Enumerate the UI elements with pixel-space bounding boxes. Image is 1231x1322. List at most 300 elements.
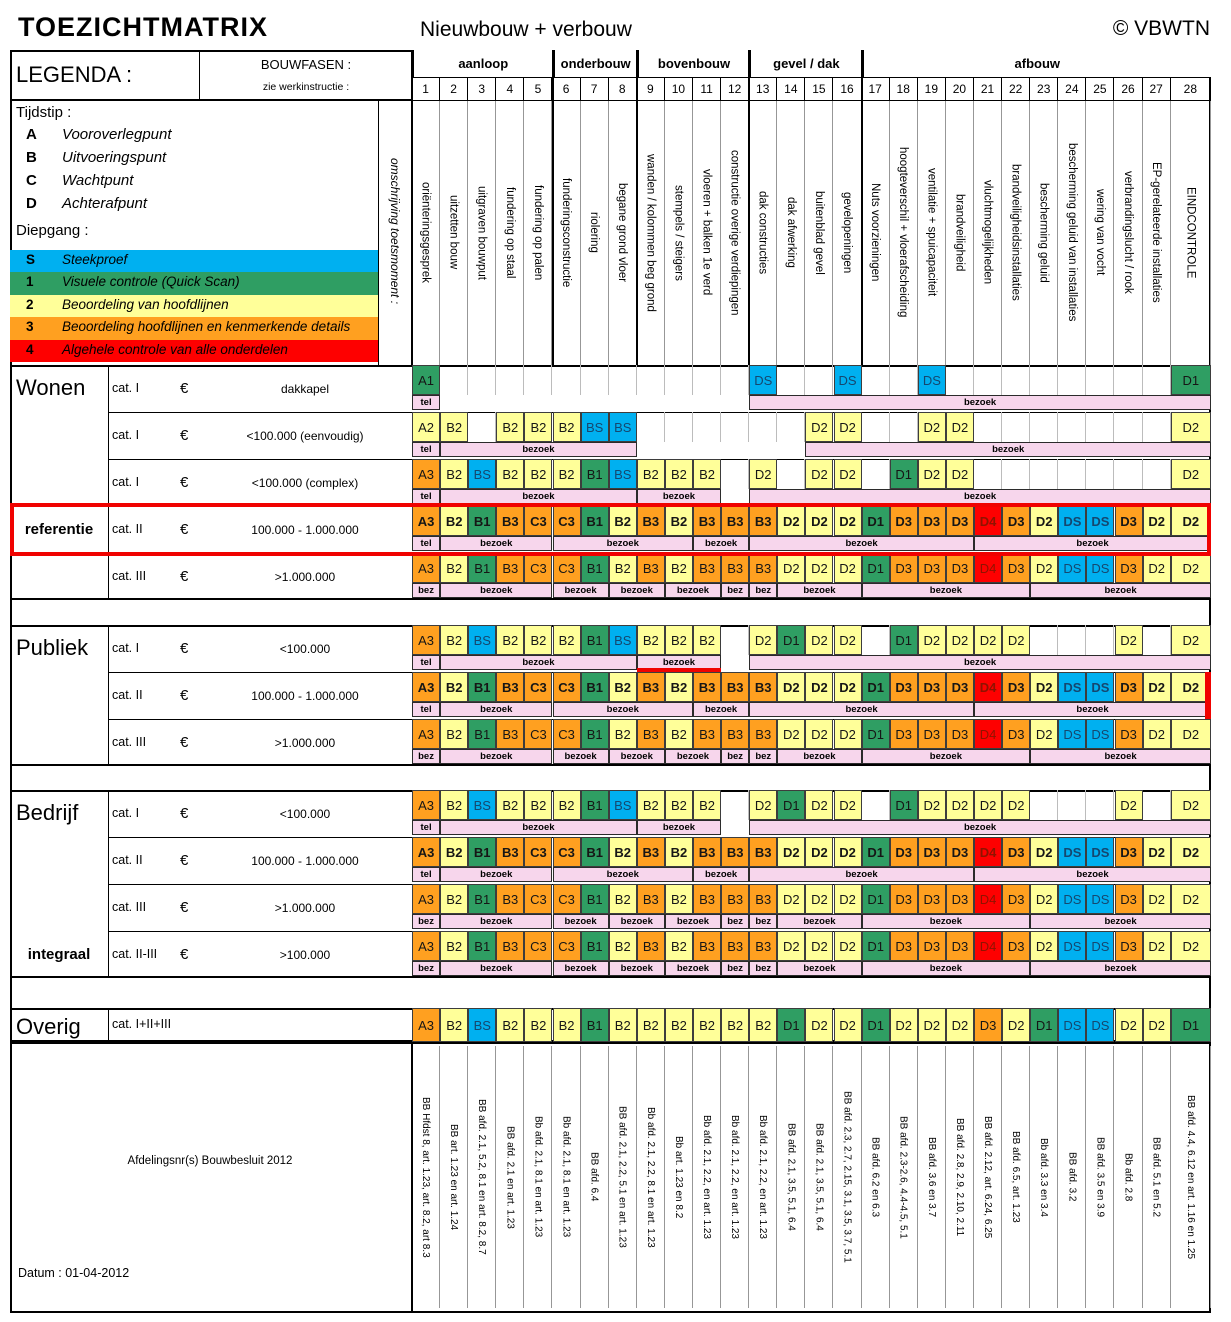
matrix-cell-empty (665, 365, 693, 395)
matrix-cell-empty (637, 365, 665, 395)
matrix-cell-D3: D3 (1115, 884, 1143, 914)
matrix-cell-B2: B2 (553, 790, 581, 820)
matrix-cell-D3: D3 (890, 553, 918, 583)
matrix-cell-empty (721, 459, 749, 489)
matrix-cell-empty (721, 412, 749, 442)
bouwbesluit-ref: Bb afd. 2.8 (1115, 1046, 1143, 1308)
matrix-cell-A2: A2 (412, 412, 440, 442)
bezoek-bar: bezoek (553, 749, 609, 764)
phase-number: 23 (1030, 77, 1058, 100)
matrix-cell-D2: D2 (974, 790, 1002, 820)
matrix-cell-D1: D1 (890, 790, 918, 820)
phase-number: 3 (468, 77, 496, 100)
diepgang-title: Diepgang : (16, 222, 89, 239)
matrix-cell-B1: B1 (581, 837, 609, 867)
matrix-cell-B2: B2 (665, 719, 693, 749)
matrix-cell-D2: D2 (1143, 672, 1171, 702)
phase-name: EINDCONTROLE (1171, 100, 1211, 365)
bouwbesluit-ref: BB afd. 2.1, 3.5, 5.1, 6.4 (805, 1046, 833, 1308)
matrix-cell-B2: B2 (440, 719, 468, 749)
matrix-cell-empty (1143, 412, 1171, 442)
matrix-cell-C3: C3 (524, 506, 552, 536)
matrix-cell-D2: D2 (805, 412, 833, 442)
phase-number: 2 (440, 77, 468, 100)
matrix-cell-BS: BS (609, 790, 637, 820)
row-category: cat. I (112, 640, 140, 655)
row-category: cat. II (112, 852, 143, 867)
phase-number: 11 (693, 77, 721, 100)
matrix-cell-empty (553, 365, 581, 395)
bouwbesluit-ref: BB afd. 4.4, 6.12 en art. 1.16 en 1.25 (1171, 1046, 1211, 1308)
bouwbesluit-ref: BB afd. 2.8, 2.9, 2.10, 2.11 (946, 1046, 974, 1308)
matrix-cell-DS: DS (834, 365, 862, 395)
bouwbesluit-ref: Bb afd. 2.1, 8.1 en art. 1.23 (553, 1046, 581, 1308)
diepgang-code: S (26, 252, 36, 267)
tijdstip-label: Uitvoeringspunt (62, 149, 167, 166)
bezoek-bar: bez (412, 961, 440, 976)
row-amount: <100.000 (279, 641, 331, 656)
bezoek-bar: bezoek (440, 961, 552, 976)
matrix-cell-empty (1143, 459, 1171, 489)
matrix-cell-empty (1002, 459, 1030, 489)
matrix-cell-D2: D2 (805, 672, 833, 702)
phase-name: verbrandingslucht / rook (1115, 100, 1143, 365)
bezoek-bar: bezoek (665, 914, 721, 929)
matrix-cell-D3: D3 (1002, 931, 1030, 961)
bezoek-bar: bezoek (1030, 583, 1211, 598)
bouwbesluit-ref: Bb afd. 3.3 en 3.4 (1030, 1046, 1058, 1308)
matrix-cell-B2: B2 (665, 553, 693, 583)
matrix-cell-B3: B3 (637, 719, 665, 749)
matrix-cell-D2: D2 (1171, 790, 1211, 820)
phase-number: 10 (665, 77, 693, 100)
matrix-cell-D3: D3 (890, 506, 918, 536)
row-euro-sign: € (180, 379, 189, 397)
matrix-cell-B1: B1 (581, 719, 609, 749)
matrix-cell-B2: B2 (693, 790, 721, 820)
matrix-cell-C3: C3 (553, 931, 581, 961)
matrix-cell-B2: B2 (440, 1008, 468, 1042)
matrix-cell-empty (496, 365, 524, 395)
matrix-cell-B2: B2 (440, 884, 468, 914)
phase-number: 26 (1115, 77, 1143, 100)
matrix-cell-C3: C3 (524, 884, 552, 914)
matrix-cell-A3: A3 (412, 790, 440, 820)
diepgang-code: 3 (26, 319, 34, 335)
matrix-cell-D3: D3 (1115, 837, 1143, 867)
bouwbesluit-ref: BB afd. 2.1 en art. 1.23 (496, 1046, 524, 1308)
row-category: cat. III (112, 734, 147, 749)
phase-name: stempels / steigers (665, 100, 693, 365)
row-amount: 100.000 - 1.000.000 (251, 522, 359, 537)
matrix-cell-D2: D2 (834, 506, 862, 536)
phase-name: bescherming geluid van installaties (1058, 100, 1086, 365)
matrix-cell-D2: D2 (890, 1008, 918, 1042)
datum-label: Datum : 01-04-2012 (18, 1266, 130, 1280)
matrix-cell-B2: B2 (524, 1008, 552, 1042)
matrix-cell-empty (1058, 625, 1086, 655)
phase-name: EP-gerelateerde installaties (1143, 100, 1171, 365)
matrix-cell-D2: D2 (834, 553, 862, 583)
bezoek-bar: bezoek (553, 961, 609, 976)
tijdstip-title: Tijdstip : (16, 104, 72, 121)
matrix-cell-D1: D1 (862, 931, 890, 961)
matrix-cell-B1: B1 (468, 931, 496, 961)
matrix-cell-B1: B1 (468, 672, 496, 702)
legend-title: LEGENDA : (16, 62, 133, 87)
matrix-cell-B3: B3 (496, 719, 524, 749)
matrix-cell-D2: D2 (1030, 506, 1058, 536)
matrix-cell-B2: B2 (440, 506, 468, 536)
matrix-cell-B2: B2 (609, 719, 637, 749)
matrix-cell-empty (1115, 459, 1143, 489)
matrix-cell-DS: DS (1086, 672, 1114, 702)
matrix-cell-C3: C3 (553, 506, 581, 536)
phase-number: 17 (862, 77, 890, 100)
header-divider (412, 77, 1211, 78)
matrix-cell-DS: DS (749, 365, 777, 395)
bezoek-bar: tel (412, 820, 440, 835)
bezoek-bar: bezoek (805, 442, 1211, 457)
matrix-cell-B2: B2 (609, 931, 637, 961)
bezoek-bar: tel (412, 442, 440, 457)
matrix-cell-B2: B2 (496, 459, 524, 489)
row-amount: >1.000.000 (274, 900, 336, 915)
phase-number: 1 (412, 77, 440, 100)
matrix-cell-B2: B2 (496, 625, 524, 655)
matrix-cell-B3: B3 (749, 506, 777, 536)
group-divider (552, 50, 554, 365)
matrix-cell-empty (721, 625, 749, 655)
matrix-cell-D2: D2 (834, 719, 862, 749)
row-amount: >100.000 (279, 947, 331, 962)
matrix-cell-D2: D2 (805, 719, 833, 749)
matrix-cell-D3: D3 (918, 837, 946, 867)
matrix-cell-D2: D2 (834, 672, 862, 702)
phase-name: ventilatie + spuicapaciteit (918, 100, 946, 365)
matrix-cell-B2: B2 (665, 931, 693, 961)
matrix-cell-D1: D1 (1171, 1008, 1211, 1042)
bezoek-bar: bezoek (440, 867, 552, 882)
bezoek-bar: bezoek (440, 820, 637, 835)
afdelingsnr-label: Afdelingsnr(s) Bouwbesluit 2012 (127, 1155, 293, 1167)
phase-name: wering van vocht (1086, 100, 1114, 365)
row-tag-referentie: referentie (24, 521, 94, 538)
matrix-cell-empty (777, 459, 805, 489)
diepgang-label: Beoordeling hoofdlijnen en kenmerkende details (62, 319, 351, 335)
matrix-cell-D1: D1 (777, 790, 805, 820)
row-category: cat. II (112, 687, 143, 702)
matrix-cell-B2: B2 (524, 625, 552, 655)
matrix-cell-D2: D2 (1143, 931, 1171, 961)
bezoek-bar: bezoek (637, 820, 721, 835)
matrix-cell-B3: B3 (693, 884, 721, 914)
bezoek-bar: bezoek (637, 655, 721, 670)
matrix-cell-D2: D2 (1030, 931, 1058, 961)
matrix-cell-D2: D2 (749, 459, 777, 489)
bezoek-bar: bezoek (637, 489, 721, 504)
matrix-cell-B3: B3 (496, 506, 524, 536)
phase-number: 15 (805, 77, 833, 100)
bezoek-bar: bezoek (749, 702, 974, 717)
matrix-cell-empty (440, 365, 468, 395)
bezoek-bar: bezoek (749, 489, 1211, 504)
matrix-cell-empty (1058, 459, 1086, 489)
bouwbesluit-ref: BB afd. 2.3-2.6, 4.4-4.5, 5.1 (890, 1046, 918, 1308)
matrix-cell-D3: D3 (1115, 506, 1143, 536)
matrix-cell-B3: B3 (721, 931, 749, 961)
bezoek-bar: tel (412, 536, 440, 551)
matrix-cell-C3: C3 (524, 931, 552, 961)
bezoek-bar: bezoek (553, 702, 694, 717)
matrix-cell-B2: B2 (721, 1008, 749, 1042)
row-category: cat. II (112, 521, 143, 536)
bezoek-bar: bezoek (749, 820, 1211, 835)
matrix-cell-B1: B1 (581, 506, 609, 536)
diepgang-code: 2 (26, 296, 34, 312)
phase-number: 22 (1002, 77, 1030, 100)
matrix-cell-D2: D2 (749, 625, 777, 655)
tijdstip-label: Wachtpunt (62, 172, 134, 189)
phase-name: vluchtmogelijkheden (974, 100, 1002, 365)
bezoek-bar: bezoek (749, 536, 974, 551)
matrix-cell-empty (805, 365, 833, 395)
matrix-cell-A3: A3 (412, 837, 440, 867)
row-amount: <100.000 (279, 806, 331, 821)
row-euro-sign: € (180, 473, 189, 491)
matrix-cell-D2: D2 (1171, 837, 1211, 867)
matrix-cell-D2: D2 (805, 506, 833, 536)
matrix-cell-empty (974, 365, 1002, 395)
matrix-cell-B2: B2 (665, 506, 693, 536)
matrix-cell-D1: D1 (1171, 365, 1211, 395)
bezoek-bar: bezoek (749, 395, 1211, 410)
row-amount: dakkapel (280, 381, 330, 396)
bouwbesluit-ref: BB afd. 5.1 en 5.2 (1143, 1046, 1171, 1308)
matrix-cell-B3: B3 (637, 884, 665, 914)
matrix-cell-D3: D3 (946, 553, 974, 583)
phase-number: 21 (974, 77, 1002, 100)
matrix-cell-empty (1030, 412, 1058, 442)
matrix-cell-D2: D2 (1115, 1008, 1143, 1042)
row-euro-sign: € (180, 686, 189, 704)
matrix-cell-DS: DS (1086, 884, 1114, 914)
matrix-cell-D3: D3 (918, 672, 946, 702)
matrix-cell-empty (609, 365, 637, 395)
matrix-cell-B2: B2 (496, 1008, 524, 1042)
matrix-cell-empty (524, 365, 552, 395)
matrix-cell-D2: D2 (1171, 884, 1211, 914)
row-euro-sign: € (180, 426, 189, 444)
matrix-cell-empty (862, 625, 890, 655)
matrix-cell-empty (862, 790, 890, 820)
copyright-label: © VBWTN (1112, 17, 1210, 40)
matrix-cell-D2: D2 (834, 790, 862, 820)
bouwbesluit-ref: BB afd. 6.2 en 6.3 (862, 1046, 890, 1308)
matrix-cell-D1: D1 (777, 625, 805, 655)
phase-number: 27 (1143, 77, 1171, 100)
matrix-cell-B3: B3 (693, 719, 721, 749)
bezoek-bar: bezoek (862, 583, 1031, 598)
tijdstip-code: C (26, 172, 37, 189)
row-category: cat. II-III (112, 946, 158, 961)
tijdstip-code: B (26, 149, 37, 166)
matrix-cell-D3: D3 (1115, 931, 1143, 961)
matrix-cell-B2: B2 (524, 459, 552, 489)
matrix-cell-D2: D2 (918, 412, 946, 442)
bezoek-bar: bezoek (609, 914, 665, 929)
matrix-cell-B3: B3 (496, 931, 524, 961)
matrix-cell-D2: D2 (1002, 625, 1030, 655)
matrix-cell-D2: D2 (1143, 719, 1171, 749)
matrix-cell-B1: B1 (468, 837, 496, 867)
matrix-cell-D2: D2 (805, 931, 833, 961)
matrix-cell-B2: B2 (440, 672, 468, 702)
matrix-cell-B3: B3 (749, 931, 777, 961)
bouwbesluit-ref: Bb afd. 2.1, 8.1 en art. 1.23 (524, 1046, 552, 1308)
matrix-cell-DS: DS (1058, 506, 1086, 536)
matrix-cell-B2: B2 (609, 672, 637, 702)
matrix-cell-D2: D2 (1115, 625, 1143, 655)
matrix-cell-D2: D2 (777, 553, 805, 583)
matrix-cell-D1: D1 (862, 719, 890, 749)
matrix-cell-D2: D2 (1030, 719, 1058, 749)
matrix-cell-D2: D2 (946, 459, 974, 489)
matrix-cell-B1: B1 (581, 884, 609, 914)
bezoek-bar: bezoek (1030, 914, 1211, 929)
bouwbesluit-ref: BB afd. 6.4 (581, 1046, 609, 1308)
matrix-cell-B2: B2 (609, 1008, 637, 1042)
bezoek-bar: bezoek (693, 867, 749, 882)
matrix-cell-B3: B3 (637, 672, 665, 702)
row-amount: <100.000 (complex) (251, 475, 359, 490)
diepgang-label: Beoordeling van hoofdlijnen (62, 296, 229, 312)
matrix-cell-B3: B3 (496, 553, 524, 583)
matrix-cell-empty (637, 412, 665, 442)
matrix-cell-empty (468, 412, 496, 442)
bouwbesluit-ref: Bb afd. 2.1, 2.2, 8.1 en art. 1.23 (637, 1046, 665, 1308)
matrix-cell-D2: D2 (834, 459, 862, 489)
row-euro-sign: € (180, 851, 189, 869)
matrix-cell-D1: D1 (890, 459, 918, 489)
matrix-cell-empty (693, 412, 721, 442)
bezoek-bar: bezoek (862, 961, 1031, 976)
matrix-cell-B2: B2 (637, 459, 665, 489)
bouwbesluit-ref: Bb afd. 2.1, 2.2, en art. 1.23 (749, 1046, 777, 1308)
matrix-cell-D4: D4 (974, 837, 1002, 867)
matrix-cell-D2: D2 (805, 553, 833, 583)
bezoek-bar: bezoek (777, 961, 861, 976)
matrix-cell-B1: B1 (468, 553, 496, 583)
section-label: Publiek (16, 635, 89, 660)
matrix-cell-D3: D3 (1115, 672, 1143, 702)
matrix-cell-empty (974, 412, 1002, 442)
phase-number: 6 (553, 77, 581, 100)
row-amount: >1.000.000 (274, 735, 336, 750)
matrix-cell-D2: D2 (1143, 884, 1171, 914)
section-label: Bedrijf (16, 800, 79, 825)
matrix-cell-D2: D2 (1143, 837, 1171, 867)
phase-name: oriënteringsgesprek (412, 100, 440, 365)
section-divider (108, 1008, 109, 1042)
phase-group-afbouw: afbouw (862, 50, 1211, 77)
matrix-cell-BS: BS (468, 1008, 496, 1042)
matrix-cell-A3: A3 (412, 884, 440, 914)
matrix-cell-BS: BS (468, 625, 496, 655)
bezoek-bar: bezoek (440, 442, 637, 457)
phase-number: 14 (777, 77, 805, 100)
row-amount: >1.000.000 (274, 569, 336, 584)
matrix-cell-empty (1086, 459, 1114, 489)
matrix-cell-D2: D2 (946, 790, 974, 820)
matrix-cell-D3: D3 (946, 931, 974, 961)
matrix-cell-D3: D3 (890, 837, 918, 867)
bouwbesluit-ref: Bb afd. 2.1, 2.2, en art. 1.23 (721, 1046, 749, 1308)
matrix-cell-B2: B2 (440, 625, 468, 655)
phase-number: 25 (1086, 77, 1114, 100)
matrix-cell-DS: DS (1058, 719, 1086, 749)
tijdstip-label: Vooroverlegpunt (62, 126, 172, 143)
bouwbesluit-ref: BB afd. 3.6 en 3.7 (918, 1046, 946, 1308)
matrix-cell-B2: B2 (665, 459, 693, 489)
matrix-cell-B2: B2 (609, 884, 637, 914)
matrix-cell-D1: D1 (862, 672, 890, 702)
matrix-cell-D3: D3 (890, 672, 918, 702)
bezoek-bar: bezoek (609, 749, 665, 764)
matrix-cell-B1: B1 (468, 884, 496, 914)
matrix-cell-D3: D3 (890, 884, 918, 914)
matrix-cell-A3: A3 (412, 719, 440, 749)
matrix-cell-empty (1086, 625, 1114, 655)
matrix-cell-D4: D4 (974, 672, 1002, 702)
red-right-mark (1205, 672, 1211, 719)
row-category: cat. I (112, 427, 140, 442)
matrix-cell-empty (1086, 365, 1114, 395)
bezoek-bar: bezoek (974, 702, 1211, 717)
matrix-cell-empty (1030, 790, 1058, 820)
matrix-cell-B3: B3 (749, 672, 777, 702)
matrix-cell-D3: D3 (946, 837, 974, 867)
matrix-cell-D2: D2 (805, 837, 833, 867)
header-divider (10, 100, 1211, 101)
matrix-cell-D2: D2 (1171, 672, 1211, 702)
matrix-cell-B1: B1 (581, 790, 609, 820)
matrix-cell-B2: B2 (665, 1008, 693, 1042)
matrix-cell-B2: B2 (524, 412, 552, 442)
matrix-cell-D2: D2 (1115, 790, 1143, 820)
bezoek-bar: bezoek (440, 489, 637, 504)
diepgang-code: 1 (26, 274, 34, 290)
phase-name: uitgraven bouwput (468, 100, 496, 365)
matrix-cell-empty (1115, 365, 1143, 395)
matrix-cell-empty (1143, 790, 1171, 820)
matrix-cell-empty (1058, 790, 1086, 820)
matrix-cell-B3: B3 (749, 884, 777, 914)
matrix-cell-D3: D3 (890, 719, 918, 749)
bezoek-bar: bezoek (749, 867, 974, 882)
section-divider (108, 365, 109, 600)
werkinstructie-label: zie werkinstructie : (262, 81, 350, 93)
matrix-cell-empty (777, 365, 805, 395)
matrix-cell-DS: DS (1058, 553, 1086, 583)
matrix-cell-C3: C3 (524, 553, 552, 583)
matrix-cell-B3: B3 (749, 553, 777, 583)
matrix-cell-B1: B1 (468, 719, 496, 749)
matrix-cell-D3: D3 (1115, 719, 1143, 749)
matrix-cell-B1: B1 (468, 506, 496, 536)
matrix-cell-B3: B3 (496, 884, 524, 914)
matrix-cell-B2: B2 (553, 625, 581, 655)
